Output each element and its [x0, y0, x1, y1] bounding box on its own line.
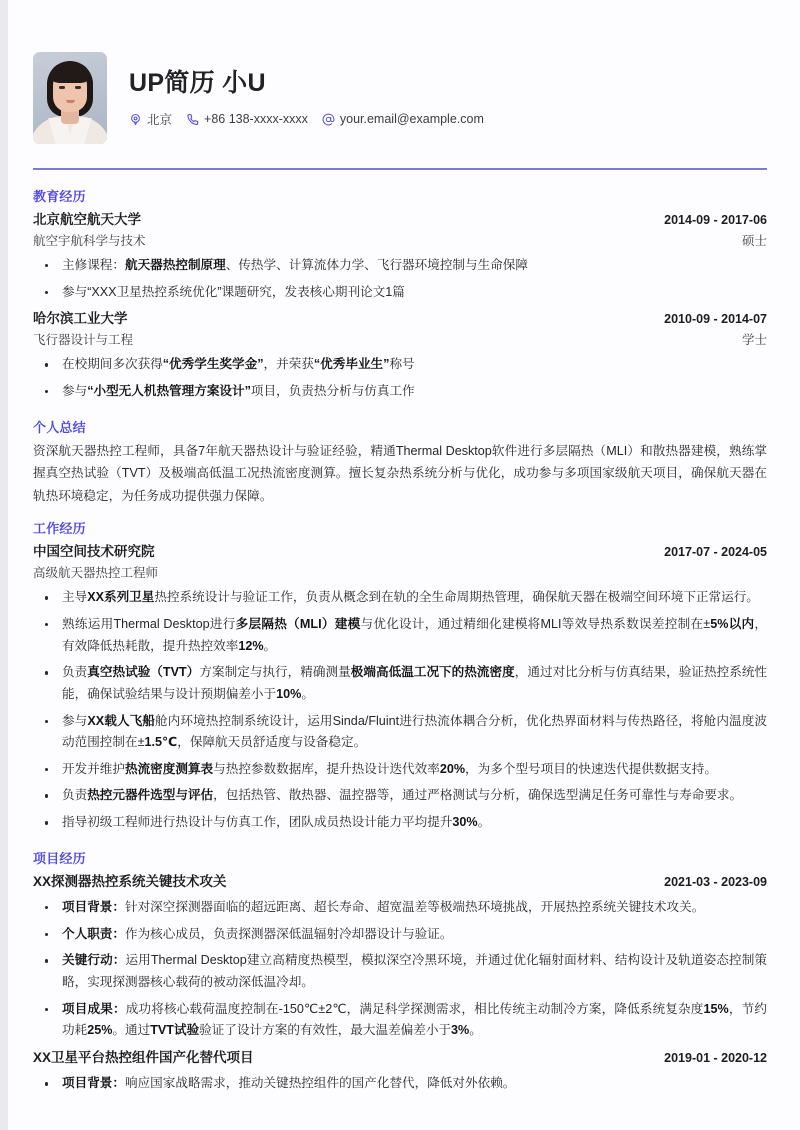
avatar: [33, 52, 107, 144]
entry-subtitle: 航空宇航科学与技术: [33, 233, 146, 248]
location-pin-icon: [129, 113, 142, 126]
bullet-item: 主修课程：航天器热控制原理、传热学、计算流体力学、飞行器环境控制与生命保障: [33, 255, 767, 277]
section-spacer: [33, 509, 767, 518]
entry: [33, 209, 767, 304]
contact-location: [129, 110, 172, 128]
entry-heading-row: [33, 541, 767, 563]
entry-subheading-row: [33, 563, 767, 583]
at-sign-icon: [322, 113, 335, 126]
entry-heading-row: [33, 871, 767, 893]
section-title-work: 工作经历: [33, 520, 86, 536]
entry-subheading-row: [33, 231, 767, 251]
bullet-item: 个人职责：作为核心成员，负责探测器深低温辐射冷却器设计与验证。: [33, 924, 767, 946]
summary-paragraph: 资深航天器热控工程师，具备7年航天器热设计与验证经验，精通Thermal Desktop软件进行多层隔热（MLI）和散热器建模，熟练掌握真空热试验（TVT）及极端高低温工况热流密度测算。擅长复杂热系统分析与优化，成功参与多项国家级航天项目，确保航天器在轨热环境稳定，为任务成功提供强力保障。: [33, 443, 767, 503]
contact-list: [129, 110, 767, 128]
bullet-item: 项目背景：针对深空探测器面临的超远距离、超长寿命、超宽温差等极端热环境挑战，开展热控系统关键技术攻关。: [33, 897, 767, 919]
entry-heading-row: [33, 308, 767, 330]
section-projects: [33, 848, 767, 1095]
entry-subtitle: 高级航天器热控工程师: [33, 566, 159, 581]
bullet-item: 熟练运用Thermal Desktop进行多层隔热（MLI）建模与优化设计，通过精细化建模将MLI等效导热系数误差控制在±5%以内，有效降低热耗散，提升热控效率12%。: [33, 614, 767, 657]
bullet-item: 在校期间多次获得“优秀学生奖学金”，并荣获“优秀毕业生”称号: [33, 354, 767, 376]
phone-icon: [186, 113, 199, 126]
candidate-name: UP简历 小U: [129, 69, 266, 97]
entry-subheading-row: [33, 330, 767, 350]
bullet-item: 开发并维护热流密度测算表与热控参数数据库，提升热设计迭代效率20%，为多个型号项目的快速迭代提供数据支持。: [33, 759, 767, 781]
entry-organization: 北京航空航天大学: [33, 211, 141, 227]
contact-phone: [186, 112, 308, 126]
entry-date-range: 2019-01 - 2020-12: [664, 1051, 767, 1065]
entry: [33, 541, 767, 834]
avatar-eye-left: [59, 86, 65, 89]
section-title-education: 教育经历: [33, 188, 86, 204]
page-left-margin-strip: [0, 0, 8, 1130]
contact-location-text: 北京: [147, 113, 173, 127]
entry-organization: XX卫星平台热控组件国产化替代项目: [33, 1050, 254, 1065]
bullet-item: 参与“小型无人机热管理方案设计”项目，负责热分析与仿真工作: [33, 381, 767, 403]
bullet-list: [33, 255, 767, 303]
section-spacer: [33, 1100, 767, 1109]
entry-organization: 哈尔滨工业大学: [33, 311, 128, 327]
bullet-item: 负责真空热试验（TVT）方案制定与执行，精确测量极端高低温工况下的热流密度，通过对比分析与仿真结果，验证热控系统性能，确保试验结果与设计预期偏差小于10%。: [33, 662, 767, 705]
bullet-item: 项目成果：成功将核心载荷温度控制在-150℃±2℃，满足科学探测需求，相比传统主动制冷方案，降低系统复杂度15%，节约功耗25%。通过TVT试验验证了设计方案的有效性，最大温差偏差小于3%。: [33, 999, 767, 1042]
bullet-item: 主导XX系列卫星热控系统设计与验证工作，负责从概念到在轨的全生命周期热管理，确保航天器在极端空间环境下正常运行。: [33, 587, 767, 609]
entry-date-range: 2010-09 - 2014-07: [664, 312, 767, 327]
contact-email-text: your.email@example.com: [339, 112, 484, 126]
bullet-list: [33, 587, 767, 834]
contact-phone-text: +86 138-xxxx-xxxx: [204, 112, 308, 126]
bullet-item: 指导初级工程师进行热设计与仿真工作，团队成员热设计能力平均提升30%。: [33, 812, 767, 834]
entry-heading-row: [33, 209, 767, 231]
section-summary: [33, 417, 767, 507]
entry-date-range: 2014-09 - 2017-06: [664, 212, 767, 227]
bullet-list: [33, 354, 767, 402]
contact-email: [322, 112, 484, 126]
bullet-item: 负责热控元器件选型与评估，包括热管、散热器、温控器等，通过严格测试与分析，确保选型满足任务可靠性与寿命要求。: [33, 785, 767, 807]
entry-subtitle: 飞行器设计与工程: [33, 333, 134, 348]
bullet-list: [33, 1073, 767, 1095]
entry-heading-row: [33, 1047, 767, 1069]
entry-date-range: 2021-03 - 2023-09: [664, 874, 767, 889]
entry: [33, 1047, 767, 1095]
section-spacer: [33, 839, 767, 848]
entry-date-range: 2017-07 - 2024-05: [664, 544, 767, 559]
avatar-fringe: [50, 63, 90, 83]
entry-organization: 中国空间技术研究院: [33, 543, 155, 559]
entry-organization: XX探测器热控系统关键技术攻关: [33, 873, 227, 889]
entry: [33, 871, 767, 1042]
bullet-item: 关键行动：运用Thermal Desktop建立高精度热模型，模拟深空冷黑环境，并通过优化辐射面材料、结构设计及轨道姿态控制策略，实现探测器核心载荷的被动深低温冷却。: [33, 950, 767, 993]
section-title-projects: 项目经历: [33, 850, 86, 866]
bullet-item: 项目背景：响应国家战略需求，推动关键热控组件的国产化替代，降低对外依赖。: [33, 1073, 767, 1095]
header-divider: [33, 168, 767, 170]
identity-block: [129, 68, 767, 128]
entry: [33, 308, 767, 403]
section-work: [33, 518, 767, 834]
avatar-eye-right: [75, 86, 81, 89]
section-spacer: [33, 408, 767, 417]
entry-degree: 学士: [741, 333, 767, 348]
entry-degree: 硕士: [741, 233, 767, 248]
bullet-item: 参与XX载人飞船舱内环境热控制系统设计，运用Sinda/Fluint进行热流体耦合分析，优化热界面材料与传热路径，将舱内温度波动范围控制在±1.5℃，保障航天员舒适度与设备稳定。: [33, 711, 767, 754]
resume-header: [33, 52, 767, 152]
bullet-list: [33, 897, 767, 1042]
section-education: [33, 186, 767, 403]
section-title-summary: 个人总结: [33, 419, 86, 435]
bullet-item: 参与“XXX卫星热控系统优化”课题研究，发表核心期刊论文1篇: [33, 282, 767, 304]
resume-body: [33, 186, 767, 1109]
